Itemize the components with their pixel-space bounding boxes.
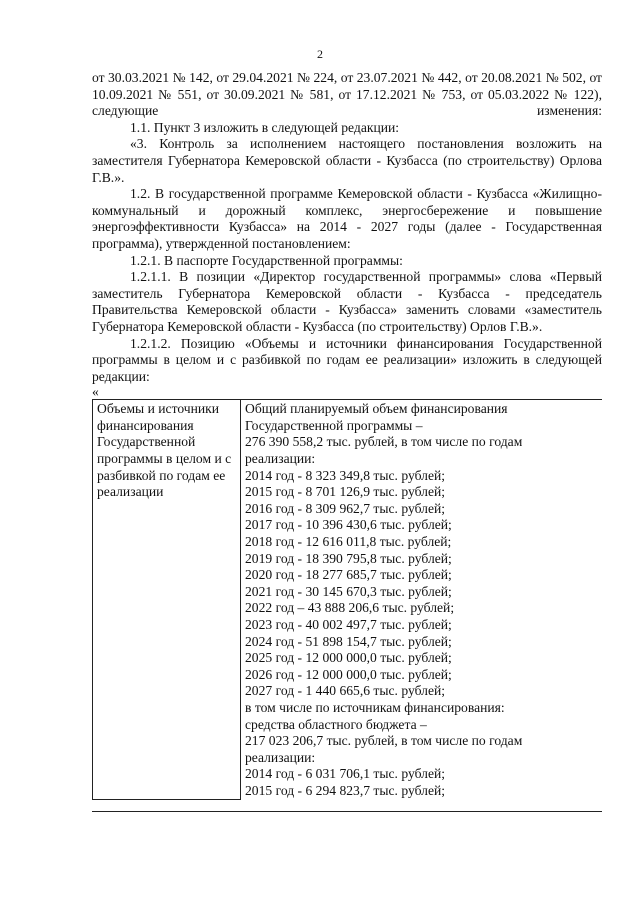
financing-line: 217 023 206,7 тыс. рублей, в том числе по годам [245, 733, 523, 749]
financing-line: 2016 год - 8 309 962,7 тыс. рублей; [245, 500, 446, 516]
financing-line: 2015 год - 6 294 823,7 тыс. рублей; [245, 782, 446, 798]
table-row [93, 400, 603, 800]
financing-line: реализации: [245, 451, 316, 467]
financing-table-wrapper [92, 399, 602, 812]
table-cell-position: Объемы и источники финансирования Государственной программы в целом и с разбивкой по годам ее реализации [93, 400, 241, 800]
financing-line: 2025 год - 12 000 000,0 тыс. рублей; [245, 650, 452, 666]
financing-line: 2026 год - 12 000 000,0 тыс. рублей; [245, 666, 452, 682]
paragraph-1-2-1: 1.2.1. В паспорте Государственной программы: [130, 252, 403, 268]
financing-line: 2017 год - 10 396 430,6 тыс. рублей; [245, 517, 452, 533]
financing-line: в том числе по источникам финансирования: [245, 699, 505, 715]
financing-line: 276 390 558,2 тыс. рублей, в том числе по годам [245, 434, 523, 450]
paragraph-1-2-1-1: 1.2.1.1. В позиции «Директор государственной программы» слова «Первый заместитель Губернатора Кемеровской области - Кузбасса - председатель Правительства Кемеровской области - Кузбасса» заменить словами «заместитель Губернатора Кемеровской области - Кузбасса (по строительству) Орлов Г.В.». [92, 269, 602, 334]
financing-line: 2019 год - 18 390 795,8 тыс. рублей; [245, 550, 452, 566]
paragraph-intro: от 30.03.2021 № 142, от 29.04.2021 № 224, от 23.07.2021 № 442, от 20.08.2021 № 502, от 10.09.2021 № 551, от 30.09.2021 № 581, от 17.12.2021 № 753, от 05.03.2022 № 122), следующие изменения: [92, 70, 602, 119]
financing-line: средства областного бюджета – [245, 716, 427, 732]
financing-line: Общий планируемый объем финансирования [245, 401, 508, 417]
paragraph-quote-3: «3. Контроль за исполнением настоящего постановления возложить на заместителя Губернатора Кемеровской области - Кузбасса (по строительству) Орлова Г.В.». [92, 136, 602, 185]
financing-line: 2018 год - 12 616 011,8 тыс. рублей; [245, 534, 452, 550]
financing-line: 2014 год - 6 031 706,1 тыс. рублей; [245, 766, 446, 782]
financing-line: 2027 год - 1 440 665,6 тыс. рублей; [245, 683, 446, 699]
financing-line: 2021 год - 30 145 670,3 тыс. рублей; [245, 583, 452, 599]
paragraph-1-2-1-2: 1.2.1.2. Позицию «Объемы и источники финансирования Государственной программы в целом и с разбивкой по годам ее реализации» изложить в следующей редакции: [92, 335, 602, 384]
financing-table [92, 399, 602, 800]
quote-open-mark: « [92, 384, 99, 400]
table-cell-financing [241, 400, 603, 800]
financing-line: 2015 год - 8 701 126,9 тыс. рублей; [245, 484, 446, 500]
paragraph-1-1: 1.1. Пункт 3 изложить в следующей редакции: [130, 119, 400, 135]
financing-line: 2020 год - 18 277 685,7 тыс. рублей; [245, 567, 452, 583]
document-body [92, 70, 602, 812]
financing-line: реализации: [245, 749, 316, 765]
financing-line: 2024 год - 51 898 154,7 тыс. рублей; [245, 633, 452, 649]
financing-line: 2023 год - 40 002 497,7 тыс. рублей; [245, 617, 452, 632]
financing-line: Государственной программы – [245, 417, 423, 433]
financing-line: 2014 год - 8 323 349,8 тыс. рублей; [245, 467, 446, 483]
page-number: 2 [317, 47, 323, 61]
financing-line: 2022 год – 43 888 206,6 тыс. рублей; [245, 600, 455, 616]
paragraph-1-2: 1.2. В государственной программе Кемеровской области - Кузбасса «Жилищно-коммунальный и дорожный комплекс, энергосбережение и повышение энергоэффективности Кузбасса» на 2014 - 2027 годы (далее - Государственная программа), утвержденной постановлением: [92, 186, 602, 251]
